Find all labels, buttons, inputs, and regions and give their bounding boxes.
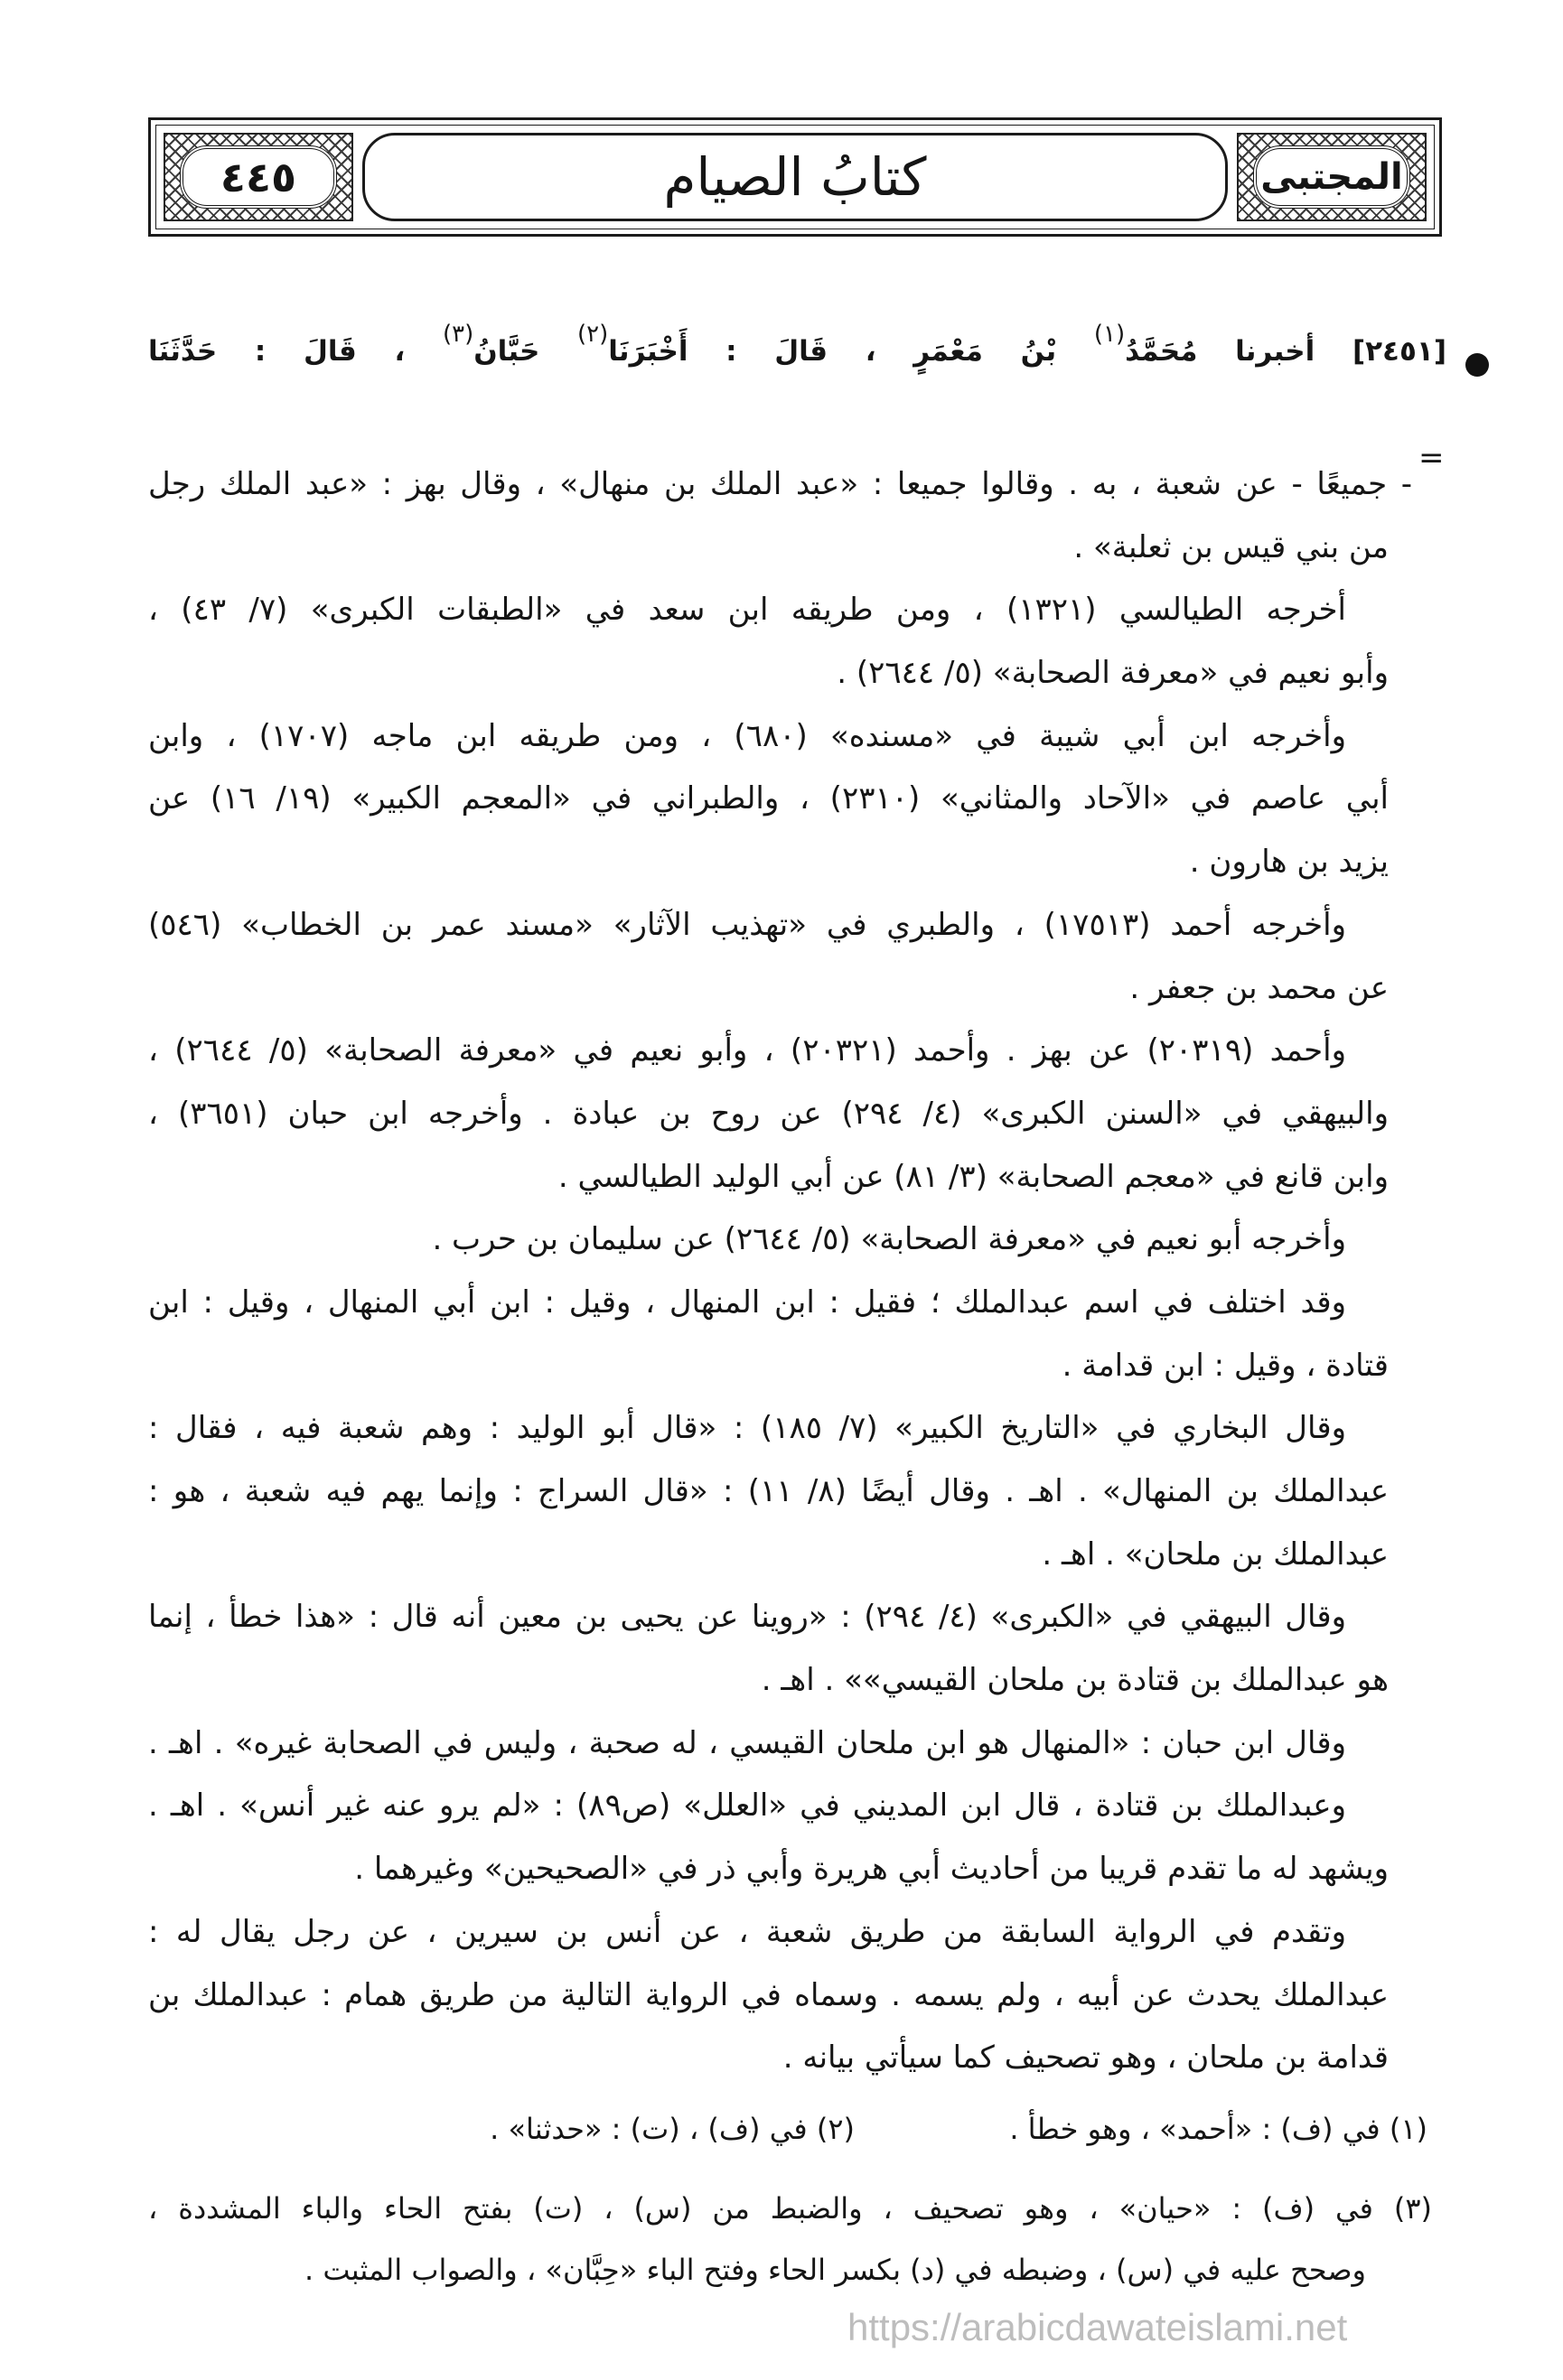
continuation-mark: = bbox=[1418, 440, 1445, 476]
footnote-ref-2: (٢) bbox=[577, 321, 609, 349]
watermark-url: https://arabicdawateislami.net bbox=[847, 2306, 1348, 2348]
footnote-2: (٢) في (ف) ، (ت) : «حدثنا» . bbox=[490, 2112, 855, 2146]
footnote-3-line-2: وصحح عليه في (س) ، وضبطه في (د) بكسر الحاء وفتح الباء «حِبَّان» ، والصواب المثبت . bbox=[304, 2253, 1366, 2287]
book-logo-panel bbox=[1237, 133, 1427, 221]
text-line: يزيد بن هارون . bbox=[1189, 844, 1389, 881]
text-line: قتادة ، وقيل : ابن قدامة . bbox=[1062, 1347, 1389, 1384]
page-number: ٤٤٥ bbox=[220, 153, 297, 201]
chapter-title-panel bbox=[362, 133, 1228, 221]
text-line: عبدالملك بن ملحان» . اهـ . bbox=[1042, 1535, 1389, 1573]
page-number-panel bbox=[164, 133, 353, 221]
commentary-block bbox=[148, 453, 1412, 2090]
hadith-text-segment: حَبَّانُ bbox=[473, 335, 540, 368]
chapter-title: كتابُ الصيام bbox=[663, 146, 927, 208]
text-line: وأخرجه أحمد (١٧٥١٣) ، والطبري في «تهذيب الآثار» «مسند عمر بن الخطاب» (٥٤٦) bbox=[148, 906, 1346, 943]
text-line: وأبو نعيم في «معرفة الصحابة» (٥/ ٢٦٤٤) . bbox=[837, 655, 1389, 692]
page-number-cartouche bbox=[180, 145, 337, 209]
book-logo: المجتبى bbox=[1260, 156, 1403, 198]
footnote-3-line-1: (٣) في (ف) : «حيان» ، وهو تصحيف ، والضبط من (س) ، (ت) بفتح الحاء والباء المشددة ، bbox=[148, 2191, 1432, 2226]
text-line: وقال ابن حبان : «المنهال هو ابن ملحان القيسي ، له صحبة ، وليس في الصحابة غيره» . اهـ . bbox=[148, 1724, 1346, 1761]
text-line: وأخرجه أبو نعيم في «معرفة الصحابة» (٥/ ٢٦٤٤) عن سليمان بن حرب . bbox=[432, 1221, 1346, 1258]
text-line: عبدالملك يحدث عن أبيه ، ولم يسمه . وسماه في الرواية التالية من طريق همام : عبدالملك بن bbox=[148, 1976, 1389, 2013]
text-line: ويشهد له ما تقدم قريبا من أحاديث أبي هريرة وأبي ذر في «الصحيحين» وغيرهما . bbox=[354, 1851, 1389, 1888]
text-line: من بني قيس بن ثعلبة» . bbox=[1073, 528, 1389, 565]
book-logo-cartouche bbox=[1253, 145, 1410, 209]
text-line: وابن قانع في «معجم الصحابة» (٣/ ٨١) عن أبي الوليد الطيالسي . bbox=[557, 1158, 1389, 1195]
hadith-text-segment: أخبرنا مُحَمَّدُ bbox=[1125, 335, 1315, 368]
hadith-text-segment: ، قَالَ : حَدَّثَنَا bbox=[148, 335, 406, 368]
text-line: هو عبدالملك بن قتادة بن ملحان القيسي»» . اهـ . bbox=[761, 1662, 1389, 1699]
text-line: عبدالملك بن المنهال» . اهـ . وقال أيضًا (٨/ ١١) : «قال السراج : وإنما يهم فيه شعبة ، هو : bbox=[148, 1473, 1389, 1509]
text-line: أبي عاصم في «الآحاد والمثاني» (٢٣١٠) ، والطبراني في «المعجم الكبير» (١٩/ ١٦) عن bbox=[148, 780, 1389, 817]
text-line: - جميعًا - عن شعبة ، به . وقالوا جميعا : «عبد الملك بن منهال» ، وقال بهز : «عبد الملك رجل bbox=[148, 466, 1412, 502]
text-line: قدامة بن ملحان ، وهو تصحيف كما سيأتي بيانه . bbox=[782, 2039, 1389, 2077]
text-line: وعبدالملك بن قتادة ، قال ابن المديني في «العلل» (ص٨٩) : «لم يرو عنه غير أنس» . اهـ . bbox=[148, 1787, 1346, 1825]
hadith-text-segment: بْنُ مَعْمَرٍ ، قَالَ : أَخْبَرَنَا bbox=[608, 335, 1057, 368]
text-line: وقد اختلف في اسم عبدالملك ؛ فقيل : ابن المنهال ، وقيل : ابن أبي المنهال ، وقيل : ابن bbox=[148, 1283, 1346, 1321]
hadith-number: [٢٤٥١] bbox=[1352, 335, 1446, 368]
footnote-ref-1: (١) bbox=[1093, 321, 1126, 349]
footnote-ref-3: (٣) bbox=[442, 321, 474, 349]
text-line: وأخرجه ابن أبي شيبة في «مسنده» (٦٨٠) ، ومن طريقه ابن ماجه (١٧٠٧) ، وابن bbox=[148, 717, 1346, 754]
text-line: والبيهقي في «السنن الكبرى» (٤/ ٢٩٤) عن روح بن عبادة . وأخرجه ابن حبان (٣٦٥١) ، bbox=[148, 1095, 1389, 1132]
footnote-1: (١) في (ف) : «أحمد» ، وهو خطأ . bbox=[1009, 2112, 1427, 2146]
text-line: أخرجه الطيالسي (١٣٢١) ، ومن طريقه ابن سعد في «الطبقات الكبرى» (٧/ ٤٣) ، bbox=[148, 592, 1346, 629]
text-line: وقال البيهقي في «الكبرى» (٤/ ٢٩٤) : «روينا عن يحيى بن معين أنه قال : «هذا خطأ ، إنما bbox=[148, 1599, 1346, 1636]
text-line: عن محمد بن جعفر . bbox=[1129, 969, 1389, 1006]
text-line: وقال البخاري في «التاريخ الكبير» (٧/ ١٨٥) : «قال أبو الوليد : وهم شعبة فيه ، فقال : bbox=[148, 1410, 1346, 1447]
text-line: وتقدم في الرواية السابقة من طريق شعبة ، عن أنس بن سيرين ، عن رجل يقال له : bbox=[148, 1913, 1346, 1950]
hadith-heading bbox=[148, 311, 1446, 392]
bullet-icon bbox=[1465, 353, 1489, 377]
text-line: وأحمد (٢٠٣١٩) عن بهز . وأحمد (٢٠٣٢١) ، وأبو نعيم في «معرفة الصحابة» (٥/ ٢٦٤٤) ، bbox=[148, 1032, 1347, 1069]
running-header bbox=[148, 117, 1442, 237]
